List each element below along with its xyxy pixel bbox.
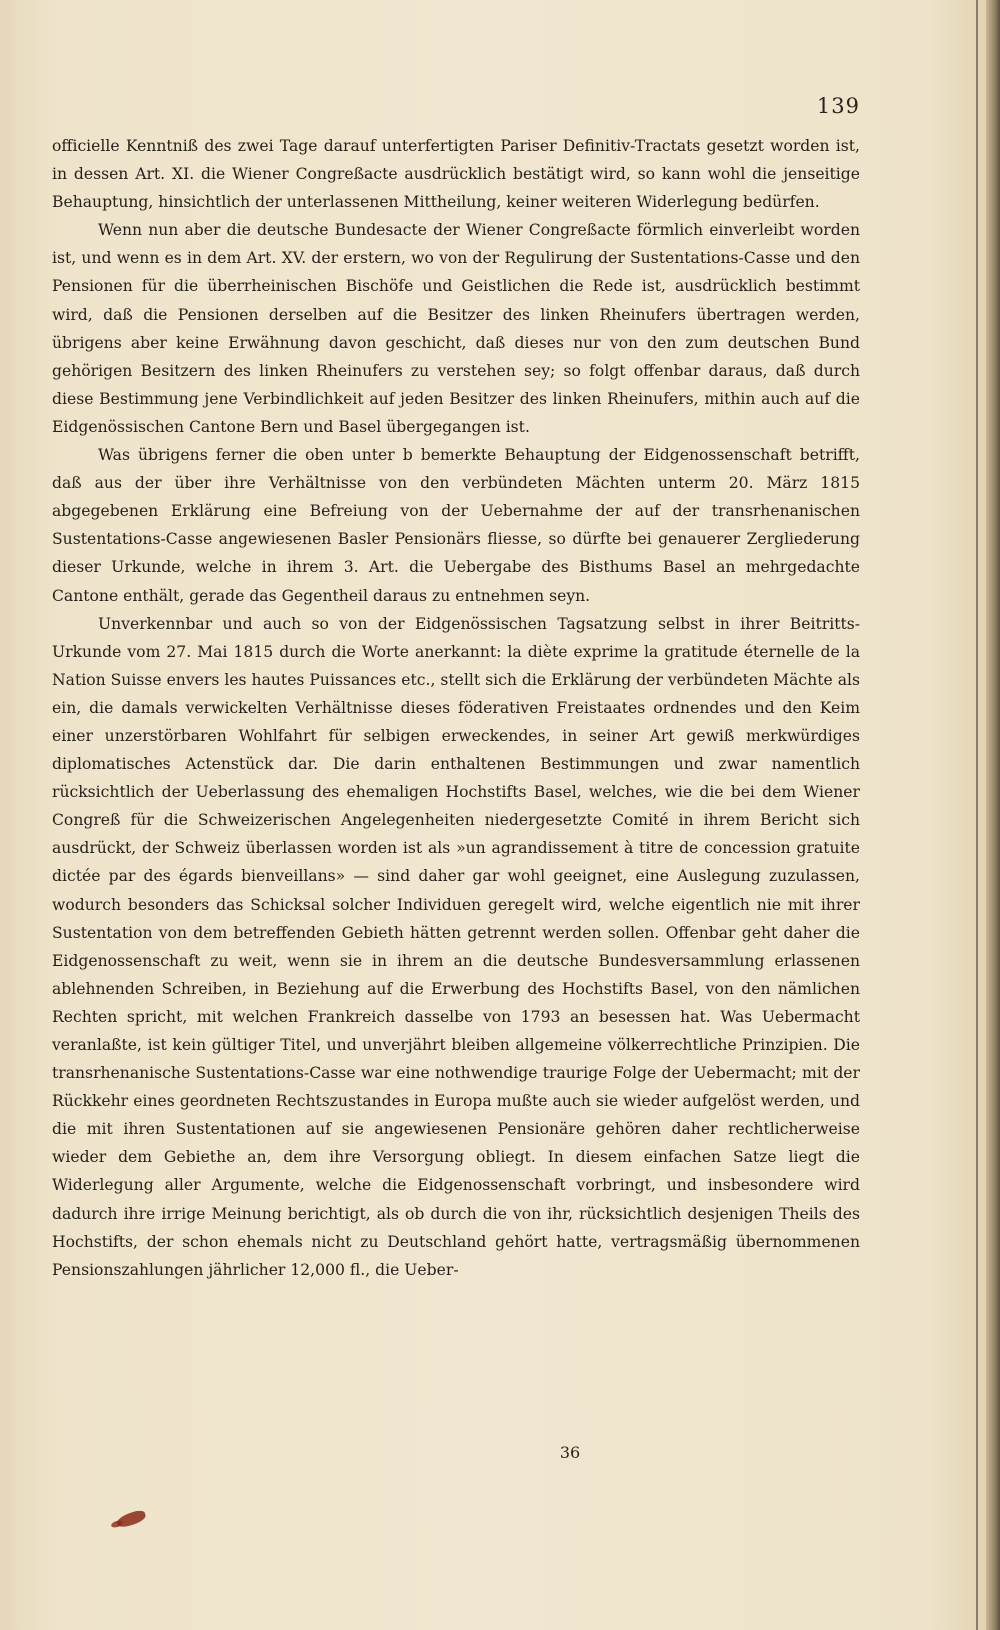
paragraph-continuation: officielle Kenntniß des zwei Tage darauf unterfertigten Pariser Definitiv-Tractats gesetzt worden ist, in dessen Art. XI. die Wiener Congreßacte ausdrücklich bestätigt wird, so kann wohl die jenseitige Behauptung, hinsichtlich der unterlassenen Mittheilung, keiner weiteren Widerlegung bedürfen. (52, 137, 860, 212)
page-number: 139 (816, 94, 860, 118)
body-text (52, 132, 860, 1284)
signature-mark: 36 (559, 1443, 581, 1462)
ink-stain-drop (110, 1519, 123, 1528)
paragraph: Was übrigens ferner die oben unter b bemerkte Behauptung der Eidgenossenschaft betrifft, daß aus der über ihre Verhältnisse von den verbündeten Mächten unterm 20. März 1815 abgegebenen Erklärung eine Befreiung von der Uebernahme der auf der transrhenanischen Sustentations-Casse angewiesenen Basler Pensionärs fliesse, so dürfte bei genauerer Zergliederung dieser Urkunde, welche in ihrem 3. Art. die Uebergabe des Bisthums Basel an mehrgedachte Cantone enthält, gerade das Gegentheil daraus zu entnehmen seyn. (52, 446, 860, 605)
page-edge-line (976, 0, 978, 1630)
paragraph: Unverkennbar und auch so von der Eidgenössischen Tagsatzung selbst in ihrer Beitritts-Urkunde vom 27. Mai 1815 durch die Worte anerkannt: la diète exprime la gratitude éternelle de la Nation Suisse envers les hautes Puissances etc., stellt sich die Erklärung der verbündeten Mächte als ein, die damals verwickelten Verhältnisse dieses föderativen Freistaates ordnendes und den Keim einer unzerstörbaren Wohlfahrt für selbigen erweckendes, in seiner Art gewiß merkwürdiges diplomatisches Actenstück dar. Die darin enthaltenen Bestimmungen und zwar namentlich rücksichtlich der Ueberlassung des ehemaligen Hochstifts Basel, welches, wie die bei dem Wiener Congreß für die Schweizerischen Angelegenheiten niedergesetzte Comité in ihrem Bericht sich ausdrückt, der Schweiz überlassen worden ist als »un agrandissement à titre de concession gratuite dictée par des égards bienveillans» — sind daher gar wohl geeignet, eine Auslegung zuzulassen, wodurch besonders das Schicksal solcher Individuen geregelt wird, welche eigentlich nie mit ihrer Sustentation von dem betreffenden Gebieth hätten getrennt werden sollen. Offenbar geht daher die Eidgenossenschaft zu weit, wenn sie in ihrem an die deutsche Bundesversammlung erlassenen ablehnenden Schreiben, in Beziehung auf die Erwerbung des Hochstifts Basel, von den nämlichen Rechten spricht, mit welchen Frankreich dasselbe von 1793 an besessen hat. Was Uebermacht veranlaßte, ist kein gültiger Titel, und unverjährt bleiben allgemeine völkerrechtliche Prinzipien. Die transrhenanische Sustentations-Casse war eine nothwendige traurige Folge der Uebermacht; mit der Rückkehr eines geordneten Rechtszustandes in Europa mußte auch sie wieder aufgelöst werden, und die mit ihren Sustentationen auf sie angewiesenen Pensionäre gehören daher rechtlicherweise wieder dem Gebiethe an, dem ihre Versorgung obliegt. In diesem einfachen Satze liegt die Widerlegung aller Argumente, welche die Eidgenossenschaft vorbringt, und insbesondere wird dadurch ihre irrige Meinung berichtigt, als ob durch die von ihr, rücksichtlich desjenigen Theils des Hochstifts, der schon ehemals nicht zu Deutschland gehört hatte, vertragsmäßig übernommenen Pensionszahlungen jährlicher 12,000 fl., die Ueber- (52, 614, 860, 1279)
ink-stain (115, 1509, 147, 1530)
paragraph: Wenn nun aber die deutsche Bundesacte der Wiener Congreßacte förmlich einverleibt worden ist, und wenn es in dem Art. XV. der erstern, wo von der Regulirung der Sustentations-Casse und den Pensionen für die überrheinischen Bischöfe und Geistlichen die Rede ist, ausdrücklich bestimmt wird, daß die Pensionen derselben auf die Besitzer des linken Rheinufers übertragen werden, übrigens aber keine Erwähnung davon geschicht, daß dieses nur von den zum deutschen Bund gehörigen Besitzern des linken Rheinufers zu verstehen sey; so folgt offenbar daraus, daß durch diese Bestimmung jene Verbindlichkeit auf jeden Besitzer des linken Rheinufers, mithin auch auf die Eidgenössischen Cantone Bern und Basel übergegangen ist. (52, 221, 860, 436)
book-edge (986, 0, 1000, 1630)
